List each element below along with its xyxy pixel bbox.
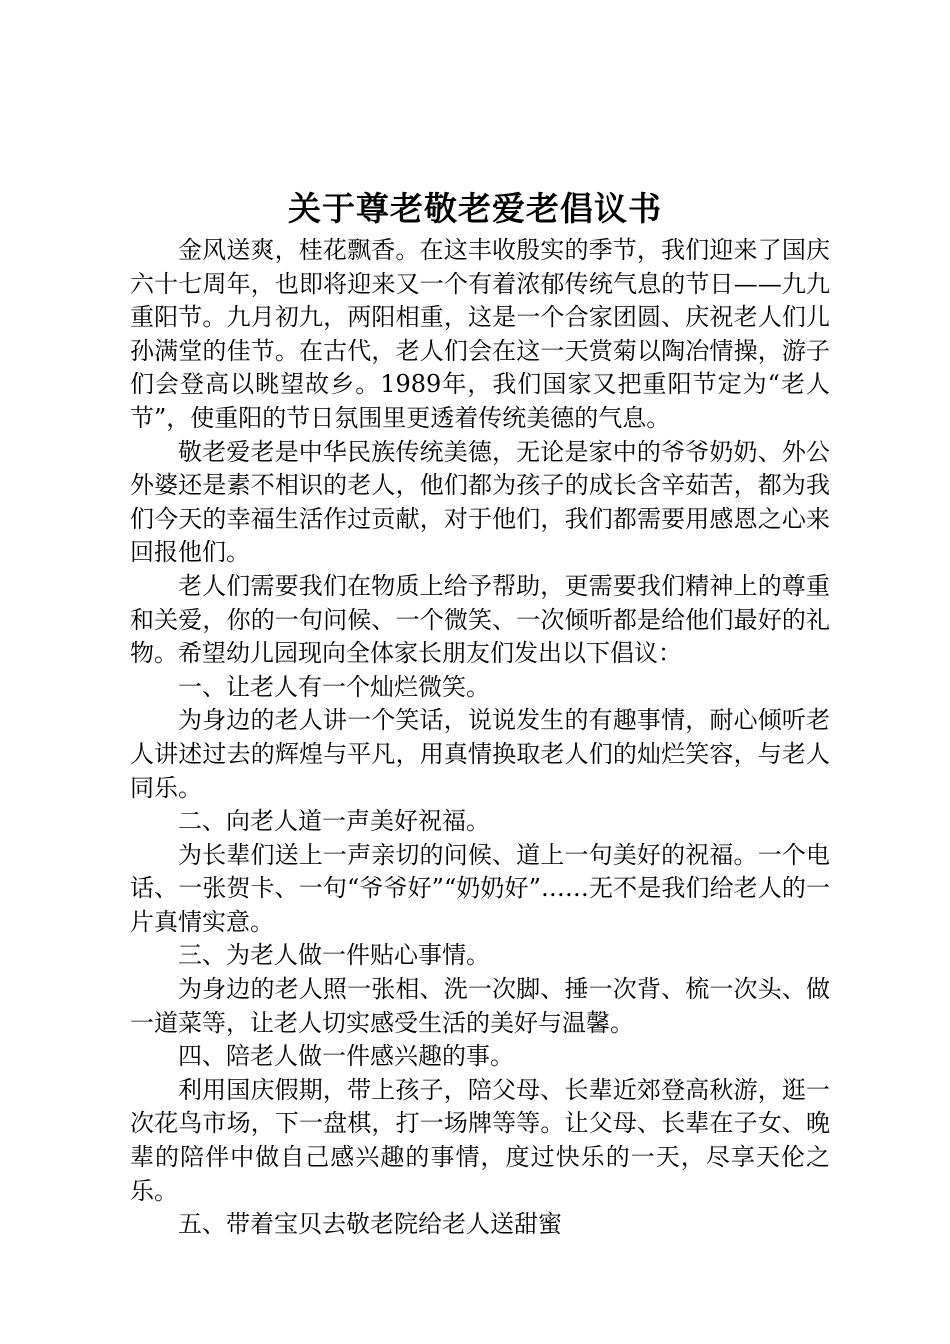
paragraph-item-2: 为长辈们送上一声亲切的问候、道上一句美好的祝福。一个电话、一张贺卡、一句“爷爷好”“奶奶好”……无不是我们给老人的一片真情实意。 [130,840,830,936]
heading-item-4: 四、陪老人做一件感兴趣的事。 [178,1042,514,1071]
document-title: 关于尊老敬老爱老倡议书 [288,189,662,228]
paragraph-intro: 金风送爽，桂花飘香。在这丰收殷实的季节，我们迎来了国庆六十七周年，也即将迎来又一个有着浓郁传统气息的节日——九九重阳节。九月初九，两阳相重，这是一个合家团圆、庆祝老人们儿孙满堂的佳节。在古代，老人们会在这一天赏菊以陶冶情操，游子们会登高以眺望故乡。1989年，我们国家又把重阳节定为“老人节”，使重阳的节日氛围里更透着传统美德的气息。 [130,236,830,432]
heading-item-3: 三、为老人做一件贴心事情。 [178,941,490,970]
paragraph-item-1: 为身边的老人讲一个笑话，说说发生的有趣事情，耐心倾听老人讲述过去的辉煌与平凡，用真情换取老人们的灿烂笑容，与老人同乐。 [130,706,830,802]
paragraph-item-4: 利用国庆假期，带上孩子，陪父母、长辈近郊登高秋游，逛一次花鸟市场，下一盘棋，打一场牌等等。让父母、长辈在子女、晚辈的陪伴中做自己感兴趣的事情，度过快乐的一天，尽享天伦之乐。 [130,1075,830,1205]
paragraph-proposal: 老人们需要我们在物质上给予帮助，更需要我们精神上的尊重和关爱，你的一句问候、一个微笑、一次倾听都是给他们最好的礼物。希望幼儿园现向全体家长朋友们发出以下倡议： [130,571,830,668]
heading-item-2: 二、向老人道一声美好祝福。 [178,807,490,836]
heading-item-5: 五、带着宝贝去敬老院给老人送甜蜜 [178,1210,562,1239]
paragraph-item-3: 为身边的老人照一张相、洗一次脚、捶一次背、梳一次头、做一道菜等，让老人切实感受生活的美好与温馨。 [130,975,830,1037]
paragraph-virtue: 敬老爱老是中华民族传统美德，无论是家中的爷爷奶奶、外公外婆还是素不相识的老人，他们都为孩子的成长含辛茹苦，都为我们今天的幸福生活作过贡献，对于他们，我们都需要用感恩之心来回报他们。 [130,437,830,567]
document-body [130,234,830,1242]
heading-item-1: 一、让老人有一个灿烂微笑。 [178,672,490,701]
